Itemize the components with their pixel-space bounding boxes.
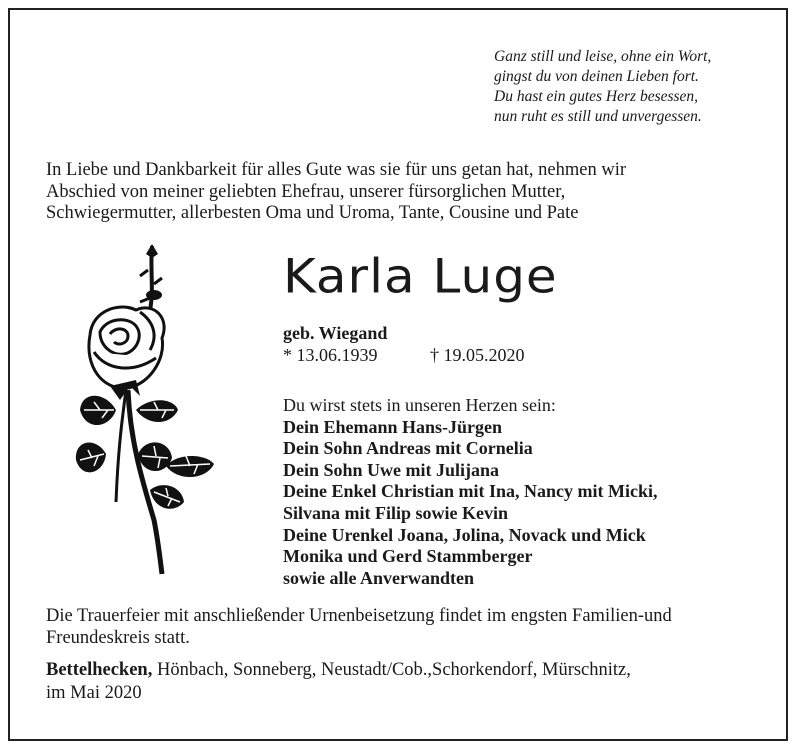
survivor-line: Deine Urenkel Joana, Jolina, Novack und Mick xyxy=(283,524,646,545)
poem xyxy=(494,47,711,127)
service-info xyxy=(46,606,672,649)
maiden-name: geb. Wiegand xyxy=(283,323,388,343)
deceased-name: Karla Luge xyxy=(283,248,558,305)
life-dates xyxy=(283,345,525,366)
place-and-date xyxy=(46,659,631,705)
birth-date: * 13.06.1939 xyxy=(283,345,378,365)
survivor-line: Silvana mit Filip sowie Kevin xyxy=(283,502,509,523)
survivor-line: Dein Sohn Uwe mit Julijana xyxy=(283,459,500,480)
death-date: † 19.05.2020 xyxy=(430,345,525,365)
intro-line: Abschied von meiner geliebten Ehefrau, unserer fürsorglichen Mutter, xyxy=(46,181,566,202)
survivor-line: Dein Ehemann Hans-Jürgen xyxy=(283,416,503,437)
survivor-line: Deine Enkel Christian mit Ina, Nancy mit Micki, xyxy=(283,481,658,502)
poem-line: Du hast ein gutes Herz besessen, xyxy=(494,88,699,105)
intro-line: Schwiegermutter, allerbesten Oma und Uroma, Tante, Cousine und Pate xyxy=(46,203,579,223)
poem-line: nun ruht es still und unvergessen. xyxy=(494,108,702,125)
other-towns: Hönbach, Sonneberg, Neustadt/Cob.,Schorkendorf, Mürschnitz, xyxy=(152,660,631,680)
survivors-list xyxy=(283,395,658,589)
places-line xyxy=(46,659,631,682)
survivor-line: Dein Sohn Andreas mit Cornelia xyxy=(283,438,533,459)
service-line: Freundeskreis statt. xyxy=(46,627,190,648)
rose-icon xyxy=(70,240,220,580)
poem-line: gingst du von deinen Lieben fort. xyxy=(494,68,699,85)
survivor-line: Monika und Gerd Stammberger xyxy=(283,546,533,567)
poem-line: Ganz still und leise, ohne ein Wort, xyxy=(494,48,712,65)
service-line: Die Trauerfeier mit anschließender Urnenbeisetzung findet im engsten Familien-und xyxy=(46,606,672,626)
notice-date: im Mai 2020 xyxy=(46,683,142,703)
intro-text xyxy=(46,160,626,225)
main-town: Bettelhecken, xyxy=(46,660,153,680)
survivor-line: sowie alle Anverwandten xyxy=(283,567,474,588)
intro-line: In Liebe und Dankbarkeit für alles Gute was sie für uns getan hat, nehmen wir xyxy=(46,160,626,180)
survivors-heading: Du wirst stets in unseren Herzen sein: xyxy=(283,395,556,415)
